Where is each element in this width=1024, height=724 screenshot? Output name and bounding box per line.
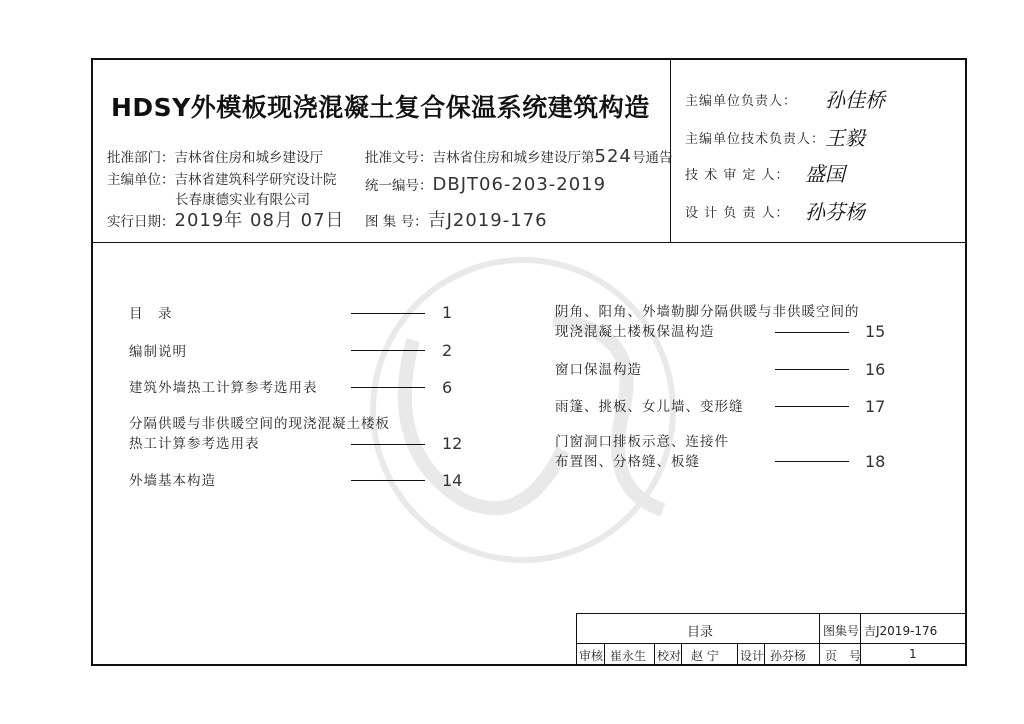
toc-leader-line bbox=[351, 480, 425, 481]
toc-leader-line bbox=[351, 387, 425, 388]
unified-number-value: DBJT06-203-2019 bbox=[432, 174, 607, 195]
effective-date-value: 2019年 08月 07日 bbox=[174, 210, 345, 231]
title-block-divider bbox=[860, 614, 861, 643]
signature-panel bbox=[671, 60, 965, 243]
title-block-divider bbox=[764, 643, 765, 665]
editor-unit-1: 吉林省建筑科学研究设计院 bbox=[174, 172, 337, 188]
approval-doc-value: 吉林省住房和城乡建设厅第 bbox=[432, 150, 595, 166]
approval-doc-number: 524 bbox=[594, 146, 632, 167]
toc-leader-line bbox=[775, 406, 849, 407]
toc-item-label: 编制说明 bbox=[129, 344, 187, 360]
toc-item-label: 建筑外墙热工计算参考选用表 bbox=[129, 380, 318, 396]
approval-doc-label: 批准文号： bbox=[365, 150, 433, 166]
check-name: 赵 宁 bbox=[691, 649, 719, 663]
toc-item-label-line2: 现浇混凝土楼板保温构造 bbox=[555, 324, 715, 340]
cover-header bbox=[93, 60, 671, 243]
toc-item-page: 15 bbox=[865, 322, 886, 341]
toc-leader-line bbox=[775, 461, 849, 462]
atlas-label: 图集号 bbox=[823, 624, 860, 638]
toc-item-page: 18 bbox=[865, 452, 886, 471]
editor-unit-label: 主编单位： bbox=[107, 172, 175, 188]
document-title: HDSY外模板现浇混凝土复合保温系统建筑构造 bbox=[111, 93, 650, 122]
effective-date bbox=[107, 206, 345, 232]
toc-item-page: 14 bbox=[442, 471, 463, 490]
atlas-number-value: 吉J2019-176 bbox=[427, 210, 548, 231]
title-block bbox=[576, 613, 965, 664]
editor-unit bbox=[107, 168, 337, 188]
approval-dept-label: 批准部门： bbox=[107, 150, 175, 166]
design-label: 设计 bbox=[740, 649, 765, 663]
toc-item-label: 窗口保温构造 bbox=[555, 362, 642, 378]
toc-item-label-line2: 热工计算参考选用表 bbox=[129, 436, 260, 452]
unified-number bbox=[365, 174, 606, 195]
signer-row-tech-lead: 主编单位技术负责人： bbox=[685, 132, 826, 147]
title-block-divider bbox=[681, 643, 682, 665]
title-block-divider bbox=[737, 643, 738, 665]
toc-leader-line bbox=[351, 313, 425, 314]
toc-item-page: 17 bbox=[865, 397, 886, 416]
toc-item-page: 6 bbox=[442, 378, 453, 397]
title-block-divider bbox=[604, 643, 605, 665]
page-label: 页 号 bbox=[825, 649, 862, 663]
signer-row-design-lead: 设 计 负 责 人： bbox=[685, 206, 790, 221]
approval-doc bbox=[365, 146, 672, 167]
title-block-divider bbox=[819, 643, 820, 665]
toc-leader-line bbox=[351, 350, 425, 351]
title-block-divider bbox=[577, 643, 966, 644]
toc-item-page: 16 bbox=[865, 360, 886, 379]
toc-item-page: 1 bbox=[442, 303, 453, 322]
signature-chief-editor: 孙佳桥 bbox=[825, 88, 885, 112]
page-value: 1 bbox=[909, 647, 917, 661]
unified-number-label: 统一编号： bbox=[365, 178, 433, 194]
effective-date-label: 实行日期： bbox=[107, 214, 175, 230]
atlas-value: 吉J2019-176 bbox=[864, 624, 938, 638]
toc-item-label: 外墙基本构造 bbox=[129, 473, 216, 489]
signature-reviewer: 盛国 bbox=[805, 162, 845, 186]
atlas-number-label: 图 集 号： bbox=[365, 214, 428, 230]
toc-item-page: 12 bbox=[442, 434, 463, 453]
atlas-number bbox=[365, 206, 548, 232]
toc-item-page: 2 bbox=[442, 341, 453, 360]
drawing-sheet bbox=[91, 58, 967, 666]
toc-leader-line bbox=[351, 444, 425, 445]
signer-row-chief-editor: 主编单位负责人： bbox=[685, 94, 798, 109]
approval-dept-value: 吉林省住房和城乡建设厅 bbox=[174, 150, 323, 166]
toc-item-label: 雨篷、挑板、女儿墙、变形缝 bbox=[555, 399, 744, 415]
signature-design-lead: 孙芬杨 bbox=[805, 200, 865, 224]
design-name: 孙芬杨 bbox=[770, 649, 807, 663]
toc-item-label: 门窗洞口排板示意、连接件 bbox=[555, 434, 729, 450]
review-label: 审核 bbox=[579, 649, 604, 663]
title-block-divider bbox=[654, 643, 655, 665]
toc-item-label: 分隔供暖与非供暖空间的现浇混凝土楼板 bbox=[129, 416, 390, 432]
toc-item-label: 目 录 bbox=[129, 306, 173, 322]
approval-dept bbox=[107, 146, 323, 166]
toc-leader-line bbox=[775, 369, 849, 370]
approval-doc-suffix: 号通告 bbox=[631, 150, 673, 166]
check-label: 校对 bbox=[657, 649, 682, 663]
toc-item-label-line2: 布置图、分格缝、板缝 bbox=[555, 454, 700, 470]
toc-item-label: 阴角、阳角、外墙勒脚分隔供暖与非供暖空间的 bbox=[555, 304, 860, 320]
signer-row-reviewer: 技 术 审 定 人： bbox=[685, 168, 790, 183]
signature-tech-lead: 王毅 bbox=[825, 126, 865, 150]
review-name: 崔永生 bbox=[610, 649, 647, 663]
sheet-title: 目录 bbox=[687, 625, 714, 640]
editor-unit-2: 长春康德实业有限公司 bbox=[175, 192, 310, 208]
title-block-divider bbox=[819, 614, 820, 643]
toc-leader-line bbox=[775, 332, 849, 333]
